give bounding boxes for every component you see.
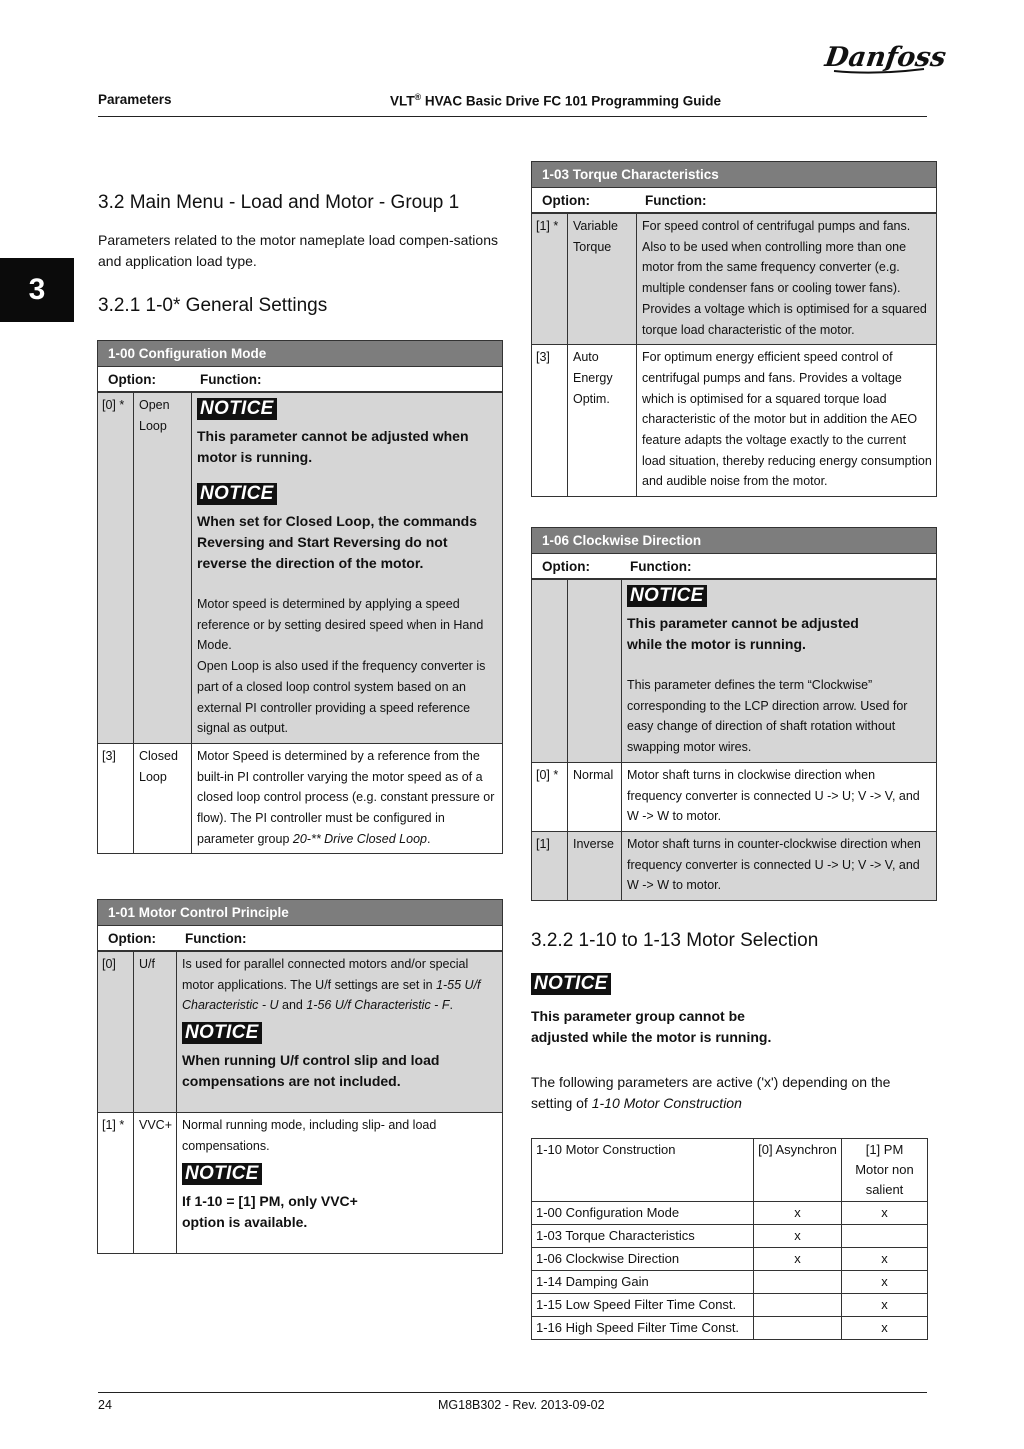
table-row: [0] U/f Is used for parallel connected motors and/or special motor applications. The U/f settings are set in 1-55 U/f Characteristic - U and 1-56 U/f Characteristic - F. NOTICE When running U/f control slip and load compensations are not included. [98,951,502,1112]
table-title: 1-03 Torque Characteristics [532,162,936,187]
table-row: NOTICE This parameter cannot be adjusted while the motor is running. This parameter defines the term “Clockwise” corresponding to the LCP direction arrow. Used for easy change of direction of shaft rotation without swapping motor wires. [532,579,936,762]
page-number: 24 [98,1398,112,1412]
table-row: 1-00 Configuration Mode x x [532,1202,928,1225]
param-table-1-01 [97,899,503,1254]
section-3-2-1-title: 3.2.1 1-0* General Settings [98,295,328,316]
table-row: [1] Inverse Motor shaft turns in counter-clockwise direction when frequency converter is connected U -> U; V -> V, and W -> W to motor. [532,831,936,900]
section-3-2-2-notice: This parameter group cannot be adjusted while the motor is running. [531,1008,772,1045]
table-row: [1] * VVC+ Normal running mode, including slip- and load compensations. NOTICE If 1-10 = [1] PM, only VVC+ option is available. [98,1112,502,1252]
table-header: Option: Function: [532,187,936,213]
section-3-2-2-title: 3.2.2 1-10 to 1-13 Motor Selection [531,930,819,951]
table-row: 1-06 Clockwise Direction x x [532,1248,928,1271]
motor-construction-table [531,1138,928,1340]
table-header: Option: Function: [98,925,502,951]
table-row: [0] * Normal Motor shaft turns in clockwise direction when frequency converter is connected U -> U; V -> V, and W -> W to motor. [532,762,936,831]
notice-label: NOTICE [627,585,707,607]
table-title: 1-00 Configuration Mode [98,341,502,366]
notice-label: NOTICE [182,1022,262,1044]
section-3-2-title: 3.2 Main Menu - Load and Motor - Group 1 [98,192,460,213]
table-row: 1-14 Damping Gain x [532,1271,928,1294]
notice-label: NOTICE [197,483,277,505]
danfoss-logo [823,38,948,78]
table-row: 1-03 Torque Characteristics x [532,1225,928,1248]
table-row: [0] * Open Loop NOTICE This parameter cannot be adjusted when motor is running. NOTICE When set for Closed Loop, the commands Reversing and Start Reversing do not reverse the direction of the motor. Motor speed is determined by applying a speed reference or by setting desired speed when in Hand Mode. Open Loop is also used if the frequency converter is part of a closed loop control system based on an external PI controller providing a speed reference signal as output. [98,392,502,743]
table-title: 1-06 Clockwise Direction [532,528,936,553]
section-3-2-2-para: The following parameters are active ('x') depending on the setting of 1-10 Motor Construction [531,1074,891,1111]
param-table-1-03 [531,161,937,497]
chapter-tab: 3 [0,258,74,322]
logo-text: Danfoss [823,42,948,73]
notice-label: NOTICE [531,973,611,995]
table-header-row: 1-10 Motor Construction [0] Asynchron [1] PM Motor non salient [532,1139,928,1202]
table-row: 1-15 Low Speed Filter Time Const. x [532,1294,928,1317]
table-header: Option: Function: [532,553,936,579]
section-3-2-intro: Parameters related to the motor nameplate load compen-sations and application load type. [98,232,498,269]
header-section: Parameters [98,92,172,107]
header-guide-title: VLT® HVAC Basic Drive FC 101 Programming Guide [390,92,721,109]
param-table-1-06 [531,527,937,901]
notice-label: NOTICE [197,398,277,420]
notice-label: NOTICE [182,1163,262,1185]
param-table-1-00 [97,340,503,854]
table-header: Option: Function: [98,366,502,392]
footer-rule [98,1392,927,1393]
table-row: [3] Auto Energy Optim. For optimum energy efficient speed control of centrifugal pumps and fans. Provides a voltage which is optimised for a squared torque load characteristic of the motor but in addition the AEO feature adapts the voltage exactly to the current load situation, thereby reducing energy consumption and audible noise from the motor. [532,344,936,496]
table-title: 1-01 Motor Control Principle [98,900,502,925]
table-row: 1-16 High Speed Filter Time Const. x [532,1317,928,1340]
header-rule [98,116,927,117]
doc-revision: MG18B302 - Rev. 2013-09-02 [438,1398,605,1412]
table-row: [1] * Variable Torque For speed control of centrifugal pumps and fans. Also to be used when controlling more than one motor from the same frequency converter (e.g. multiple condenser fans or cooling tower fans). Provides a voltage which is optimised for a squared torque load characteristic of the motor. [532,213,936,344]
table-row: [3] Closed Loop Motor Speed is determined by a reference from the built-in PI controller varying the motor speed as of a closed loop control process (e.g. constant pressure or flow). The PI controller must be configured in parameter group 20-** Drive Closed Loop. [98,743,502,854]
